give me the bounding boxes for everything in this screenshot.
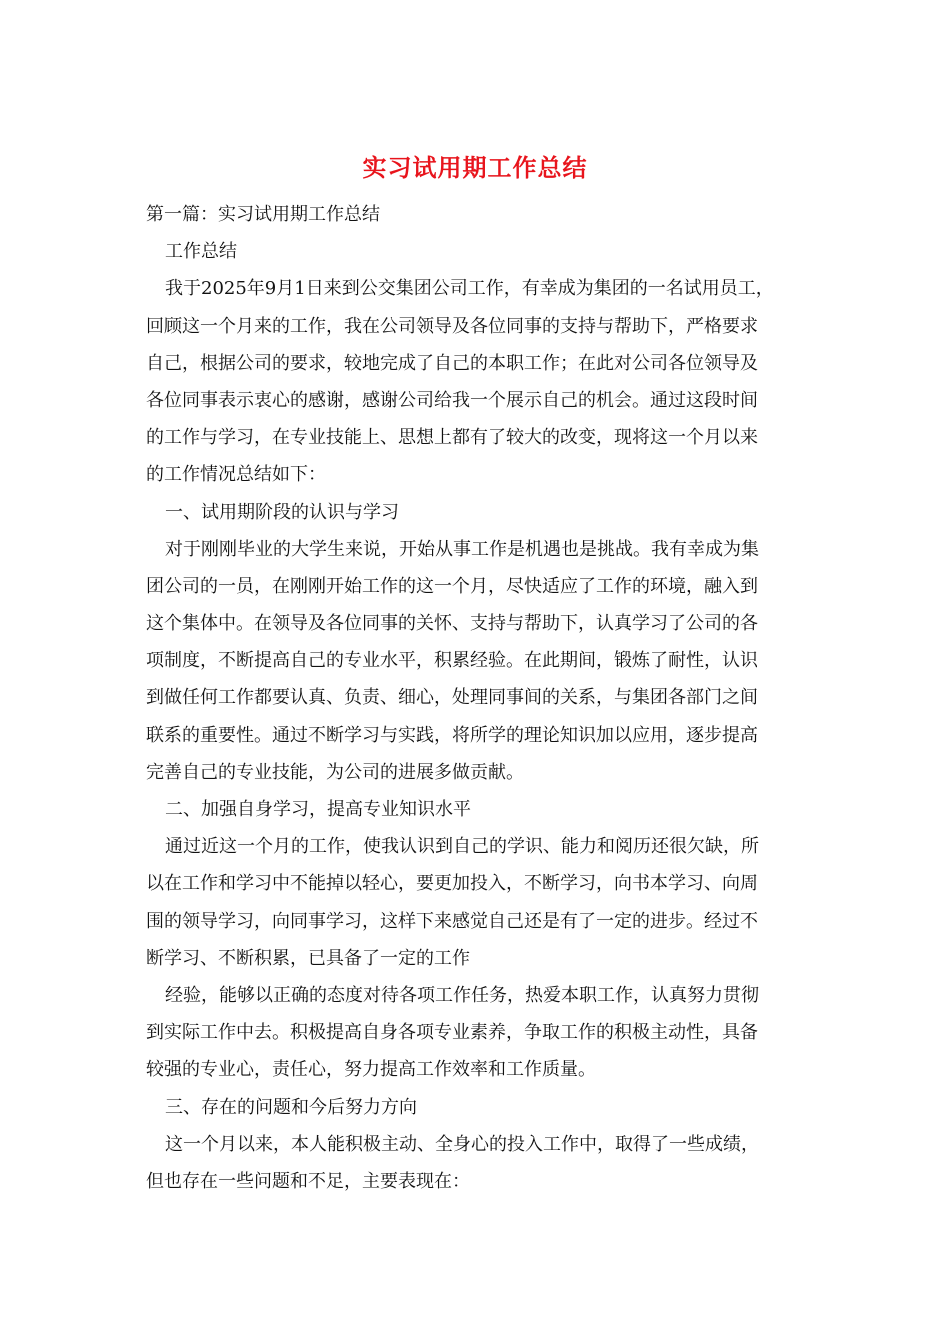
section-heading: 三、存在的问题和今后努力方向 (165, 1096, 417, 1118)
paragraph-line: 较强的专业心，责任心，努力提高工作效率和工作质量。 (146, 1059, 596, 1081)
paragraph-line: 我于2025年9月1日来到公交集团公司工作，有幸成为集团的一名试用员工， (165, 278, 774, 300)
document-body (146, 196, 806, 1200)
section-heading: 一、试用期阶段的认识与学习 (165, 501, 399, 523)
subheading: 工作总结 (165, 241, 237, 263)
section-heading: 二、加强自身学习，提高专业知识水平 (165, 799, 471, 820)
paragraph-line: 各位同事表示衷心的感谢，感谢公司给我一个展示自己的机会。通过这段时间 (146, 389, 758, 411)
section-heading: 第一篇：实习试用期工作总结 (146, 204, 380, 225)
paragraph-line: 的工作与学习，在专业技能上、思想上都有了较大的改变，现将这一个月以来 (146, 427, 758, 449)
paragraph-line: 以在工作和学习中不能掉以轻心，要更加投入，不断学习，向书本学习、向周 (146, 873, 758, 895)
paragraph-line: 的工作情况总结如下： (146, 464, 326, 486)
paragraph-line: 通过近这一个月的工作，使我认识到自己的学识、能力和阅历还很欠缺，所 (165, 836, 759, 858)
paragraph-line: 项制度，不断提高自己的专业水平，积累经验。在此期间，锻炼了耐性，认识 (146, 650, 758, 672)
document-title: 实习试用期工作总结 (362, 153, 588, 182)
paragraph-line: 团公司的一员，在刚刚开始工作的这一个月，尽快适应了工作的环境，融入到 (146, 575, 758, 597)
paragraph-line: 断学习、不断积累，已具备了一定的工作 (146, 947, 470, 969)
paragraph-line: 这个集体中。在领导及各位同事的关怀、支持与帮助下，认真学习了公司的各 (146, 613, 758, 635)
paragraph-line: 这一个月以来，本人能积极主动、全身心的投入工作中，取得了一些成绩， (165, 1133, 759, 1155)
paragraph-line: 完善自己的专业技能，为公司的进展多做贡献。 (146, 761, 524, 783)
paragraph-line: 经验，能够以正确的态度对待各项工作任务，热爱本职工作，认真努力贯彻 (165, 984, 759, 1006)
paragraph-line: 但也存在一些问题和不足，主要表现在： (146, 1170, 470, 1192)
paragraph-line: 围的领导学习，向同事学习，这样下来感觉自己还是有了一定的进步。经过不 (146, 910, 758, 932)
paragraph-line: 自己，根据公司的要求，较地完成了自己的本职工作；在此对公司各位领导及 (146, 352, 758, 374)
paragraph-line: 到做任何工作都要认真、负责、细心，处理同事间的关系，与集团各部门之间 (146, 687, 758, 709)
paragraph-line: 联系的重要性。通过不断学习与实践，将所学的理论知识加以应用，逐步提高 (146, 724, 758, 746)
paragraph-line: 回顾这一个月来的工作，我在公司领导及各位同事的支持与帮助下，严格要求 (146, 315, 758, 337)
paragraph-line: 对于刚刚毕业的大学生来说，开始从事工作是机遇也是挑战。我有幸成为集 (165, 538, 759, 560)
paragraph-line: 到实际工作中去。积极提高自身各项专业素养，争取工作的积极主动性，具备 (146, 1022, 758, 1044)
